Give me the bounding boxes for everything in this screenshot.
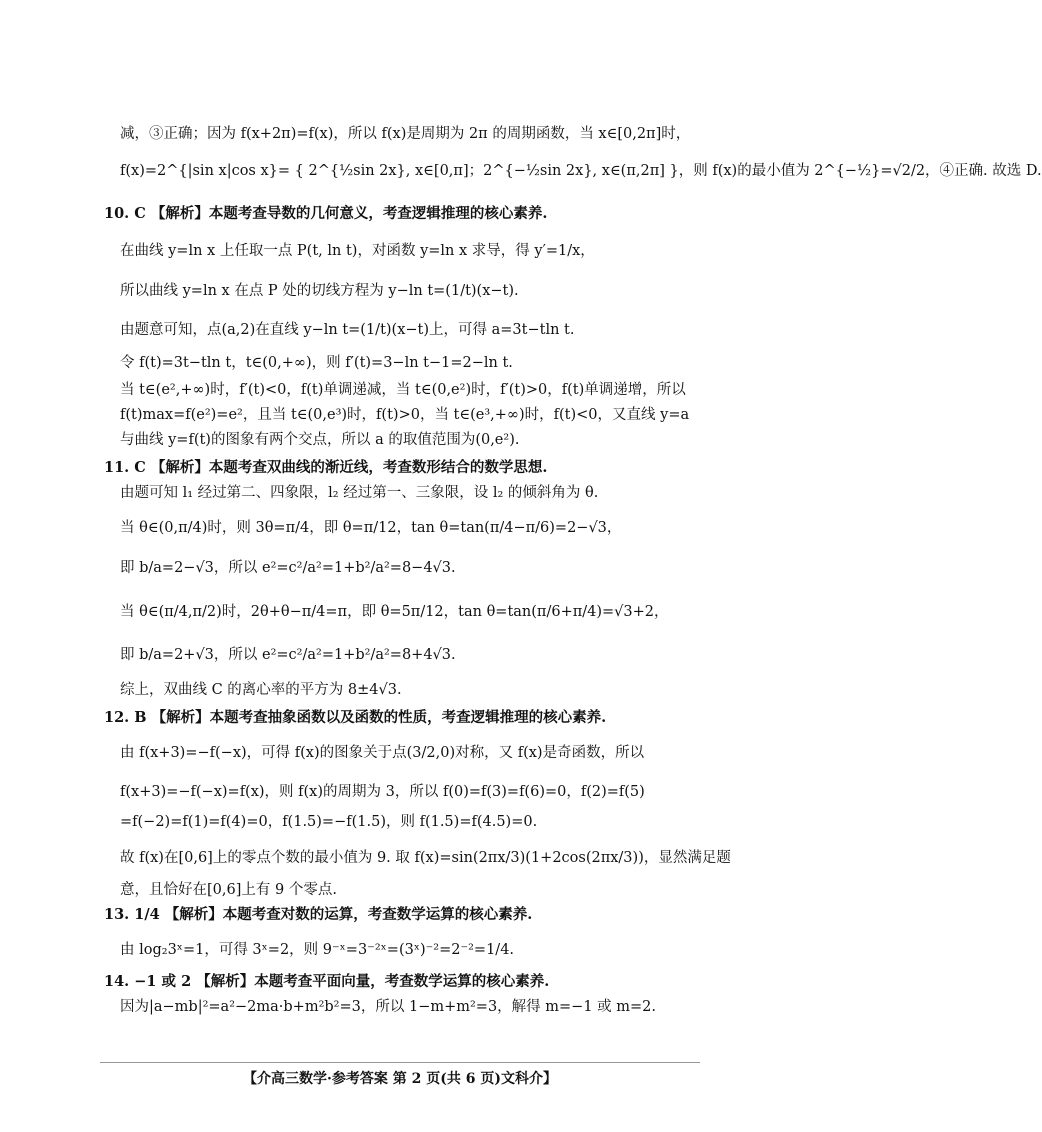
text-line: 即 b/a=2+√3，所以 e²=c²/a²=1+b²/a²=8+4√3.	[120, 647, 456, 663]
text-line: 意，且恰好在[0,6]上有 9 个零点.	[120, 882, 337, 898]
text-line: =f(−2)=f(1)=f(4)=0，f(1.5)=−f(1.5)，则 f(1.5)=f(4.5)=0.	[120, 814, 538, 830]
text-line: 由 f(x+3)=−f(−x)，可得 f(x)的图象关于点(3/2,0)对称，又 f(x)是奇函数，所以	[120, 745, 645, 761]
question-14-heading: 14. −1 或 2 【解析】本题考查平面向量，考查数学运算的核心素养.	[104, 973, 550, 990]
question-11-heading: 11. C 【解析】本题考查双曲线的渐近线，考查数形结合的数学思想.	[104, 459, 548, 476]
text-line: 令 f(t)=3t−tln t，t∈(0,+∞)，则 f′(t)=3−ln t−1=2−ln t.	[120, 355, 513, 371]
text-line: 即 b/a=2−√3，所以 e²=c²/a²=1+b²/a²=8−4√3.	[120, 560, 456, 576]
footer-rule	[100, 1062, 700, 1063]
text-line: 在曲线 y=ln x 上任取一点 P(t, ln t)，对函数 y=ln x 求导，得 y′=1/x，	[120, 243, 595, 259]
text-line: 由题意可知，点(a,2)在直线 y−ln t=(1/t)(x−t)上，可得 a=3t−tln t.	[120, 322, 575, 338]
text-line: f(x)=2^{|sin x|cos x}= { 2^{½sin 2x}, x∈[0,π]；2^{−½sin 2x}, x∈(π,2π] }，则 f(x)的最小值为 2^{−½}=√2/2，④正确. 故选 D.	[120, 163, 1042, 179]
text-line: 当 θ∈(0,π/4)时，则 3θ=π/4，即 θ=π/12，tan θ=tan(π/4−π/6)=2−√3，	[120, 520, 622, 536]
text-line: 由题可知 l₁ 经过第二、四象限，l₂ 经过第一、三象限，设 l₂ 的倾斜角为 θ.	[120, 485, 599, 501]
question-13-heading: 13. 1/4 【解析】本题考查对数的运算，考查数学运算的核心素养.	[104, 906, 533, 923]
text-line: 减，③正确；因为 f(x+2π)=f(x)，所以 f(x)是周期为 2π 的周期函数，当 x∈[0,2π]时，	[120, 126, 691, 142]
text-line: 由 log₂3ˣ=1，可得 3ˣ=2，则 9⁻ˣ=3⁻²ˣ=(3ˣ)⁻²=2⁻²=1/4.	[120, 942, 515, 958]
text-line: 综上，双曲线 C 的离心率的平方为 8±4√3.	[120, 682, 402, 698]
question-12-heading: 12. B 【解析】本题考查抽象函数以及函数的性质，考查逻辑推理的核心素养.	[104, 709, 607, 726]
text-line: 故 f(x)在[0,6]上的零点个数的最小值为 9. 取 f(x)=sin(2πx/3)(1+2cos(2πx/3))，显然满足题	[120, 850, 731, 866]
question-10-heading: 10. C 【解析】本题考查导数的几何意义，考查逻辑推理的核心素养.	[104, 205, 548, 222]
text-line: f(x+3)=−f(−x)=f(x)，则 f(x)的周期为 3，所以 f(0)=f(3)=f(6)=0，f(2)=f(5)	[120, 784, 645, 800]
text-line: f(t)max=f(e²)=e²，且当 t∈(0,e³)时，f(t)>0，当 t∈(e³,+∞)时，f(t)<0，又直线 y=a	[120, 407, 690, 423]
text-line: 当 θ∈(π/4,π/2)时，2θ+θ−π/4=π，即 θ=5π/12，tan θ=tan(π/6+π/4)=√3+2，	[120, 604, 669, 620]
text-line: 与曲线 y=f(t)的图象有两个交点，所以 a 的取值范围为(0,e²).	[120, 432, 520, 448]
text-line: 当 t∈(e²,+∞)时，f′(t)<0，f(t)单调递减，当 t∈(0,e²)时，f′(t)>0，f(t)单调递增，所以	[120, 382, 686, 398]
text-line: 因为|a−mb|²=a²−2ma·b+m²b²=3，所以 1−m+m²=3，解得 m=−1 或 m=2.	[120, 999, 657, 1015]
page-footer: 【介高三数学·参考答案 第 2 页(共 6 页)文科介】	[243, 1071, 557, 1087]
text-line: 所以曲线 y=ln x 在点 P 处的切线方程为 y−ln t=(1/t)(x−t).	[120, 283, 519, 299]
